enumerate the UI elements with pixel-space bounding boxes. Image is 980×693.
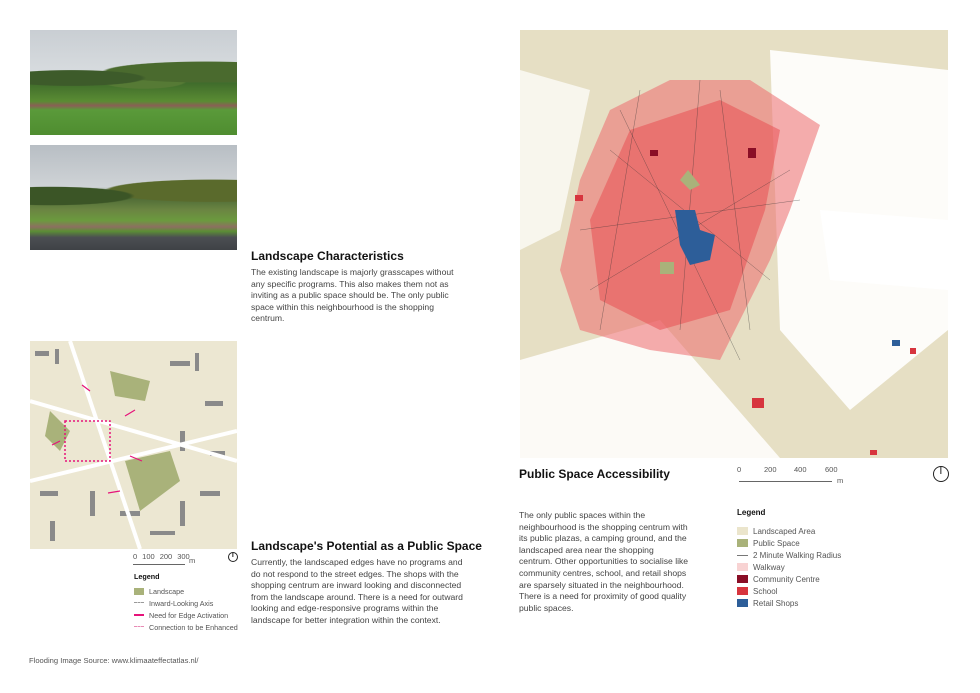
legend-item: Connection to be Enhanced bbox=[149, 622, 238, 632]
north-arrow-icon bbox=[228, 552, 238, 562]
north-arrow-icon bbox=[933, 466, 949, 482]
legend-item: 2 Minute Walking Radius bbox=[753, 550, 842, 560]
scale-unit: m bbox=[189, 556, 196, 565]
landscape-photo-2 bbox=[30, 145, 237, 250]
big-map-legend bbox=[737, 508, 841, 609]
small-map-scale bbox=[133, 552, 208, 565]
image-source-note: Flooding Image Source: www.klimaateffectatlas.nl/ bbox=[29, 656, 199, 665]
scale-tick: 0 bbox=[133, 552, 138, 561]
section2-title: Landscape's Potential as a Public Space bbox=[251, 539, 482, 553]
legend-item: Retail Shops bbox=[753, 598, 799, 608]
scale-tick: 100 bbox=[142, 552, 155, 561]
legend-item: Landscape bbox=[149, 586, 185, 596]
legend-item: School bbox=[753, 586, 778, 596]
legend-item: Public Space bbox=[753, 538, 800, 548]
scale-tick: 0 bbox=[737, 465, 742, 474]
legend-title: Legend bbox=[737, 508, 766, 517]
section1-text: The existing landscape is majorly grasscapes without any specific programs. This also makes them not as inviting as a public space should be. The only public space within this neighbourhood is the shopping centrum. bbox=[251, 267, 454, 324]
scale-tick: 600 bbox=[825, 465, 838, 474]
scale-tick: 400 bbox=[794, 465, 807, 474]
section2-text: Currently, the landscaped edges have no programs and do not respond to the street edges. The shops with the shopping centrum are inward looking and disconnected from the landscape around. There is a need for outward looking and edge-responsive programs within the landscape for better integration within the context. bbox=[251, 557, 463, 625]
section3-text: The only public spaces within the neighbourhood is the shopping centrum with its public plazas, a camping ground, and the landscaped area near the shopping centrum. Other opportunities to socialise like community centres, school, and retail shops are sparsely situated in the neighbourhood. There is a need for proximity of good quality public spaces. bbox=[519, 510, 689, 613]
legend-item: Landscaped Area bbox=[753, 526, 816, 536]
legend-item: Walkway bbox=[753, 562, 785, 572]
scale-tick: 200 bbox=[764, 465, 777, 474]
small-map-legend bbox=[134, 572, 238, 633]
scale-tick: 200 bbox=[159, 552, 173, 561]
landscape-potential-map bbox=[30, 341, 237, 549]
scale-tick: 300 bbox=[177, 552, 190, 561]
legend-item: Community Centre bbox=[753, 574, 820, 584]
scale-unit: m bbox=[837, 476, 844, 485]
public-space-accessibility-map bbox=[520, 30, 948, 458]
legend-item: Inward-Looking Axis bbox=[149, 598, 214, 608]
section1-title: Landscape Characteristics bbox=[251, 249, 404, 263]
landscape-photo-1 bbox=[30, 30, 237, 135]
big-map-scale bbox=[737, 465, 847, 485]
legend-title: Legend bbox=[134, 572, 160, 581]
legend-item: Need for Edge Activation bbox=[149, 610, 229, 620]
section3-title: Public Space Accessibility bbox=[519, 467, 670, 481]
